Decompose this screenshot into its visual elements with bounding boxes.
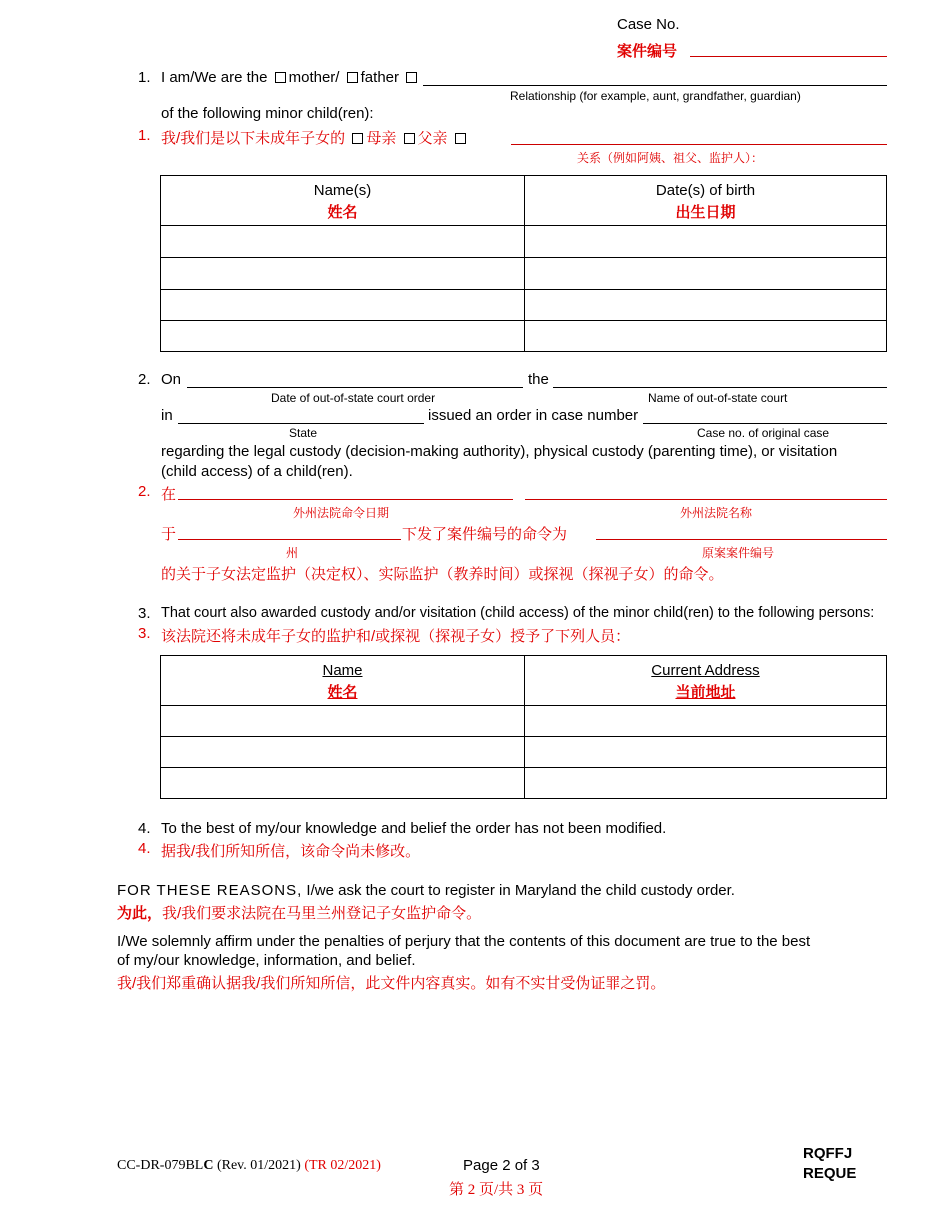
reasons-body: I/we ask the court to register in Maryland the child custody order. <box>302 882 735 899</box>
state-hint-zh: 州 <box>286 546 299 560</box>
table-row <box>161 737 887 768</box>
form-id-c: C <box>203 1158 214 1173</box>
father-checkbox[interactable] <box>347 72 358 83</box>
address-cell[interactable] <box>525 737 887 768</box>
s2-issued: issued an order in case number <box>428 407 639 424</box>
relationship-hint-zh: 关系（例如阿姨、祖父、监护人）： <box>577 151 764 165</box>
dob-cell[interactable] <box>525 290 887 321</box>
father-checkbox-zh[interactable] <box>404 133 415 144</box>
form-tr: (TR 02/2021) <box>300 1158 381 1173</box>
s1-text: I am/We are the <box>161 69 268 86</box>
mother-label-zh: 母亲 <box>366 130 397 147</box>
affirm-line2: of my/our knowledge, information, and belief. <box>117 952 416 969</box>
other-checkbox-zh[interactable] <box>455 133 466 144</box>
col-names: Name(s) 姓名 <box>161 176 525 226</box>
name-cell[interactable] <box>161 258 525 290</box>
page-number-zh: 第 2 页/共 3 页 <box>449 1182 544 1198</box>
table-row <box>161 706 887 737</box>
relationship-field[interactable] <box>423 85 887 86</box>
court-name-hint-zh: 外州法院名称 <box>680 506 753 520</box>
court-name-field-zh[interactable] <box>525 499 887 500</box>
relationship-field-zh[interactable] <box>511 144 887 145</box>
table-row <box>161 321 887 352</box>
name-cell[interactable] <box>161 226 525 258</box>
case-number-original-field[interactable] <box>643 423 887 424</box>
s2-zai: 在 <box>161 486 177 503</box>
s2-issued-zh: 下发了案件编号的命令为 <box>402 526 568 543</box>
page-number: Page 2 of 3 <box>463 1157 540 1174</box>
reasons-text-zh <box>117 902 481 923</box>
s1-number: 1. <box>138 69 151 86</box>
relationship-hint: Relationship (for example, aunt, grandfather, guardian) <box>510 89 801 103</box>
s2-number: 2. <box>138 371 151 388</box>
s2-on: On <box>161 371 182 388</box>
case-number-original-hint: Case no. of original case <box>697 426 830 440</box>
name-cell[interactable] <box>161 321 525 352</box>
court-name-hint: Name of out-of-state court <box>648 391 788 405</box>
affirm-line1: I/We solemnly affirm under the penalties of perjury that the contents of this document are true to the best <box>117 933 811 950</box>
footer-code-2: REQUE <box>803 1165 857 1182</box>
s3-text-zh: 该法院还将未成年子女的监护和/或探视（探视子女）授予了下列人员： <box>161 628 631 645</box>
dob-cell[interactable] <box>525 258 887 290</box>
form-rev: (Rev. 01/2021) <box>213 1158 301 1173</box>
s2-body-line1: regarding the legal custody (decision-making authority), physical custody (parenting time), or visitation <box>161 443 838 460</box>
other-relationship-checkbox[interactable] <box>406 72 417 83</box>
table-row <box>161 258 887 290</box>
s2-number-zh: 2. <box>138 483 151 500</box>
name-cell[interactable] <box>161 737 525 768</box>
dob-cell[interactable] <box>525 321 887 352</box>
table-row <box>161 768 887 799</box>
footer-code-1: RQFFJ <box>803 1145 853 1162</box>
order-date-field-zh[interactable] <box>178 499 513 500</box>
name-cell[interactable] <box>161 290 525 321</box>
case-number-label: Case No. <box>617 16 680 33</box>
reasons-body-zh: 我/我们要求法院在马里兰州登记子女监护命令。 <box>162 905 482 922</box>
s1-statement <box>161 69 420 86</box>
persons-table <box>160 655 887 799</box>
s4-number: 4. <box>138 820 151 837</box>
state-hint: State <box>289 426 318 440</box>
s1-text-b: of the following minor child(ren): <box>161 105 374 122</box>
form-id-code: CC-DR-079BL <box>117 1158 204 1173</box>
affirm-zh: 我/我们郑重确认据我/我们所知所信，此文件内容真实。如有不实甘受伪证罪之罚。 <box>117 975 666 992</box>
form-id <box>117 1158 381 1174</box>
s1-statement-zh <box>161 127 469 148</box>
father-label-zh: 父亲 <box>417 130 448 147</box>
case-number-field-zh[interactable] <box>596 539 887 540</box>
s3-number: 3. <box>138 605 151 622</box>
s2-yu: 于 <box>161 526 177 543</box>
name-cell[interactable] <box>161 706 525 737</box>
col-dob: Date(s) of birth 出生日期 <box>525 176 887 226</box>
order-date-field[interactable] <box>187 387 523 388</box>
table-header-row <box>161 176 887 226</box>
children-table <box>160 175 887 352</box>
case-number-field[interactable] <box>690 56 887 57</box>
s2-in: in <box>161 407 173 424</box>
order-date-hint-zh: 外州法院命令日期 <box>293 506 390 520</box>
s3-number-zh: 3. <box>138 625 151 642</box>
reasons-lead: FOR THESE REASONS, <box>117 882 303 899</box>
case-number-hint-zh: 原案案件编号 <box>702 546 775 560</box>
court-name-field[interactable] <box>553 387 887 388</box>
table-row <box>161 290 887 321</box>
reasons-lead-zh: 为此， <box>117 905 163 922</box>
col-name: Name 姓名 <box>161 656 525 706</box>
order-date-hint: Date of out-of-state court order <box>271 391 436 405</box>
s4-text-zh: 据我/我们所知所信，该命令尚未修改。 <box>161 843 421 860</box>
table-header-row <box>161 656 887 706</box>
mother-checkbox-zh[interactable] <box>352 133 363 144</box>
mother-checkbox[interactable] <box>275 72 286 83</box>
state-field[interactable] <box>178 423 424 424</box>
reasons-text <box>117 882 735 899</box>
s1-number-zh: 1. <box>138 127 151 144</box>
table-row <box>161 226 887 258</box>
address-cell[interactable] <box>525 768 887 799</box>
dob-cell[interactable] <box>525 226 887 258</box>
state-field-zh[interactable] <box>178 539 401 540</box>
col-address: Current Address 当前地址 <box>525 656 887 706</box>
s2-the: the <box>528 371 549 388</box>
father-label: father <box>360 69 399 86</box>
s2-body-line2: (child access) of a child(ren). <box>161 463 353 480</box>
s3-text: That court also awarded custody and/or visitation (child access) of the minor child(ren) to the following persons: <box>161 605 875 621</box>
address-cell[interactable] <box>525 706 887 737</box>
s4-number-zh: 4. <box>138 840 151 857</box>
s2-body-zh: 的关于子女法定监护（决定权）、实际监护（教养时间）或探视（探视子女）的命令。 <box>161 566 724 583</box>
mother-label: mother/ <box>288 69 340 86</box>
name-cell[interactable] <box>161 768 525 799</box>
case-number-label-zh: 案件编号 <box>617 43 678 60</box>
s1-text-zh: 我/我们是以下未成年子女的 <box>161 130 346 147</box>
s4-text: To the best of my/our knowledge and belief the order has not been modified. <box>161 820 667 837</box>
